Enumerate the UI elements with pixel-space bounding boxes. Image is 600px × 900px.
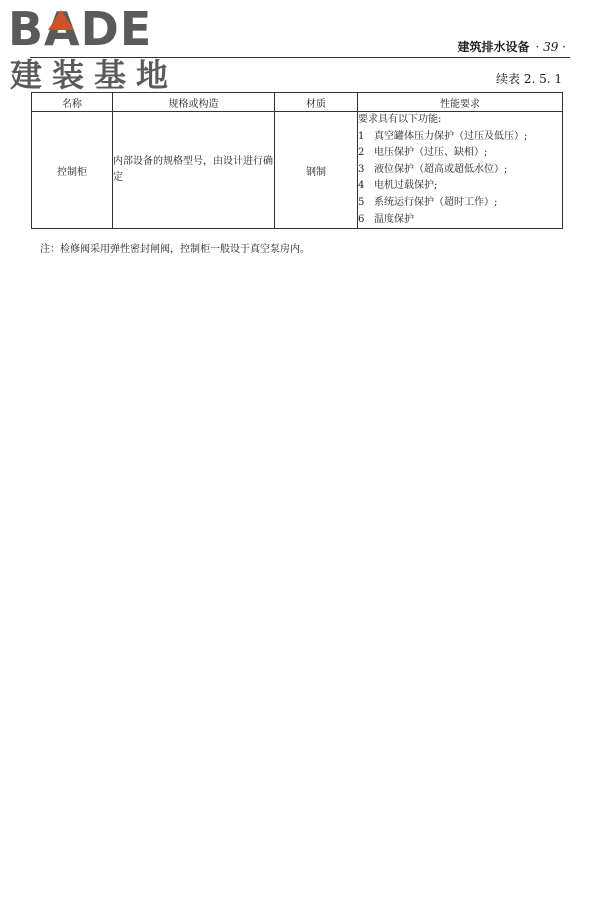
cell-spec: 内部设备的规格型号，由设计进行确定 bbox=[113, 112, 275, 229]
header-performance: 性能要求 bbox=[358, 93, 563, 112]
header-rule bbox=[30, 57, 570, 58]
table-row bbox=[32, 112, 563, 229]
list-item: 5 系统运行保护（超时工作）; bbox=[358, 196, 498, 208]
watermark-chevron-icon bbox=[48, 10, 74, 30]
watermark-chinese-text: 建装基地 bbox=[10, 56, 179, 94]
list-item: 1 真空罐体压力保护（过压及低压）; bbox=[358, 130, 528, 142]
header-spec: 规格或构造 bbox=[113, 93, 275, 112]
table-caption: 续表 2. 5. 1 bbox=[496, 72, 562, 86]
spec-table bbox=[31, 92, 563, 229]
running-head-title: 建筑排水设备 bbox=[457, 40, 530, 54]
header-name: 名称 bbox=[32, 93, 113, 112]
list-item: 6 温度保护 bbox=[358, 213, 414, 225]
cell-performance bbox=[358, 112, 563, 229]
performance-list bbox=[358, 129, 562, 229]
page-number: · 39 · bbox=[535, 40, 566, 54]
running-head bbox=[457, 38, 566, 55]
watermark-latin-text: BADE bbox=[8, 2, 153, 56]
bade-watermark-logo bbox=[8, 4, 178, 96]
list-item: 4 电机过载保护; bbox=[358, 180, 438, 192]
cell-material: 钢制 bbox=[275, 112, 358, 229]
cell-name: 控制柜 bbox=[32, 112, 113, 229]
header-material: 材质 bbox=[275, 93, 358, 112]
table-header-row bbox=[32, 93, 563, 112]
list-item: 3 液位保护（超高或超低水位）; bbox=[358, 163, 508, 175]
list-item: 2 电压保护（过压、缺相）; bbox=[358, 147, 488, 159]
table-note: 注：检修阀采用弹性密封闸阀，控制柜一般设于真空泵房内。 bbox=[40, 244, 310, 255]
performance-intro: 要求具有以下功能: bbox=[358, 114, 442, 125]
